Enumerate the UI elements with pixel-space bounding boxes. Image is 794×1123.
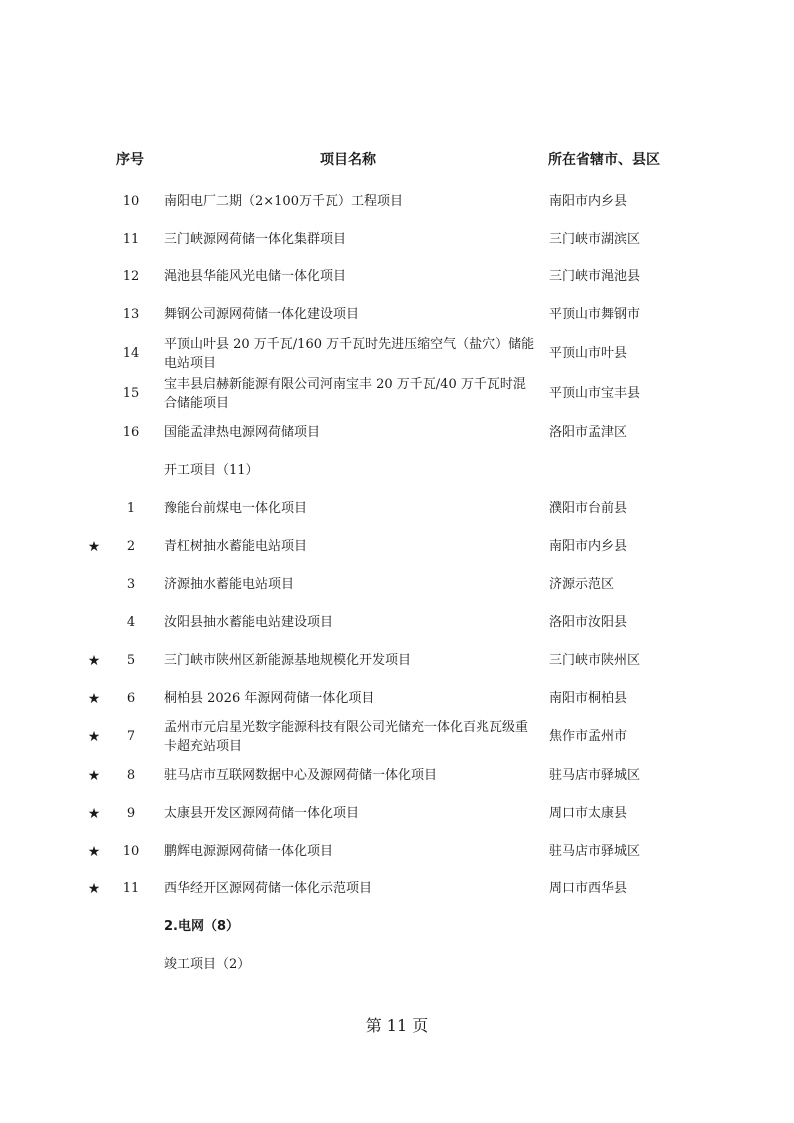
star-marker: ★ [87, 729, 101, 745]
project-name: 桐柏县 2026 年源网荷储一体化项目 [164, 691, 375, 706]
row-number: 14 [122, 346, 140, 361]
row-number: 11 [122, 881, 140, 896]
column-header-number: 序号 [116, 152, 144, 168]
project-location: 驻马店市驿城区 [549, 768, 641, 783]
project-location: 洛阳市汝阳县 [549, 615, 628, 630]
project-location: 南阳市内乡县 [549, 539, 628, 554]
row-number: 3 [126, 577, 136, 592]
project-location: 周口市西华县 [549, 881, 628, 896]
row-number: 15 [122, 386, 140, 401]
project-location: 济源示范区 [549, 577, 615, 592]
row-number: 9 [126, 806, 136, 821]
project-location: 平顶山市宝丰县 [549, 386, 641, 401]
project-location: 濮阳市台前县 [549, 501, 628, 516]
star-marker: ★ [87, 768, 101, 784]
row-number: 4 [126, 615, 136, 630]
project-name: 鹏辉电源源网荷储一体化项目 [164, 844, 334, 859]
row-number: 11 [122, 232, 140, 247]
section-heading-completed-projects: 竣工项目（2） [164, 957, 251, 972]
project-name: 青杠树抽水蓄能电站项目 [164, 539, 308, 554]
project-name: 渑池县华能风光电储一体化项目 [164, 269, 347, 284]
project-location: 焦作市孟州市 [549, 729, 628, 744]
project-name: 孟州市元启星光数字能源科技有限公司光储充一体化百兆瓦级重卡超充站项目 [164, 720, 529, 754]
column-header-project-name: 项目名称 [320, 152, 376, 168]
project-name: 三门峡源网荷储一体化集群项目 [164, 232, 347, 247]
row-number: 8 [126, 768, 136, 783]
section-heading-started-projects: 开工项目（11） [164, 463, 259, 478]
project-name: 宝丰县启赫新能源有限公司河南宝丰 20 万千瓦/40 万千瓦时混合储能项目 [164, 377, 526, 411]
row-number: 2 [126, 539, 136, 554]
project-name: 平顶山叶县 20 万千瓦/160 万千瓦时先进压缩空气（盐穴）储能电站项目 [164, 337, 535, 371]
star-marker: ★ [87, 653, 101, 669]
project-location: 三门峡市湖滨区 [549, 232, 641, 247]
star-marker: ★ [87, 539, 101, 555]
project-location: 南阳市桐柏县 [549, 691, 628, 706]
row-number: 13 [122, 307, 140, 322]
row-number: 12 [122, 269, 140, 284]
project-location: 驻马店市驿城区 [549, 844, 641, 859]
project-location: 三门峡市渑池县 [549, 269, 641, 284]
row-number: 7 [126, 729, 136, 744]
row-number: 10 [122, 194, 140, 209]
project-location: 周口市太康县 [549, 806, 628, 821]
project-location: 平顶山市舞钢市 [549, 307, 641, 322]
project-name: 西华经开区源网荷储一体化示范项目 [164, 881, 373, 896]
project-name: 南阳电厂二期（2×100万千瓦）工程项目 [164, 194, 403, 209]
project-name: 舞钢公司源网荷储一体化建设项目 [164, 307, 360, 322]
project-name: 国能孟津热电源网荷储项目 [164, 425, 321, 440]
star-marker: ★ [87, 806, 101, 822]
page-number: 第 11 页 [365, 1016, 429, 1035]
project-name: 三门峡市陕州区新能源基地规模化开发项目 [164, 653, 412, 668]
section-heading-power-grid: 2.电网（8） [164, 919, 240, 934]
project-name: 豫能台前煤电一体化项目 [164, 501, 308, 516]
row-number: 16 [122, 425, 140, 440]
project-location: 三门峡市陕州区 [549, 653, 641, 668]
row-number: 6 [126, 691, 136, 706]
project-name: 太康县开发区源网荷储一体化项目 [164, 806, 360, 821]
project-location: 南阳市内乡县 [549, 194, 628, 209]
project-name: 汝阳县抽水蓄能电站建设项目 [164, 615, 334, 630]
row-number: 5 [126, 653, 136, 668]
row-number: 10 [122, 844, 140, 859]
project-location: 洛阳市孟津区 [549, 425, 628, 440]
project-name: 济源抽水蓄能电站项目 [164, 577, 295, 592]
star-marker: ★ [87, 881, 101, 897]
star-marker: ★ [87, 691, 101, 707]
project-name: 驻马店市互联网数据中心及源网荷储一体化项目 [164, 768, 438, 783]
column-header-location: 所在省辖市、县区 [548, 152, 660, 168]
star-marker: ★ [87, 844, 101, 860]
project-location: 平顶山市叶县 [549, 346, 628, 361]
row-number: 1 [126, 501, 136, 516]
